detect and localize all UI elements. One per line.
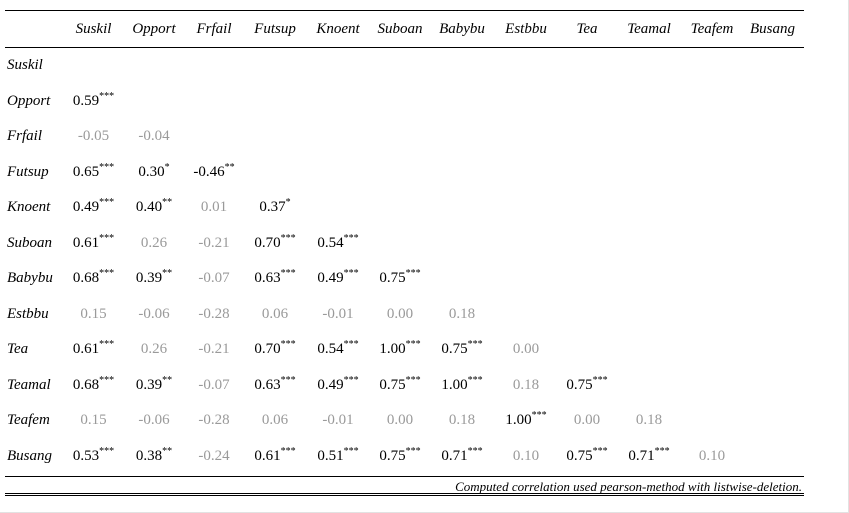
correlation-value: -0.07 <box>198 270 230 287</box>
correlation-cell <box>243 297 307 333</box>
correlation-value: 0.00 <box>386 305 414 322</box>
correlation-value: 0.49 <box>317 376 344 393</box>
correlation-cell <box>64 332 123 368</box>
correlation-cell <box>64 261 123 297</box>
correlation-cell <box>185 297 243 333</box>
correlation-value: 0.49 <box>317 270 344 287</box>
correlation-cell <box>741 226 804 262</box>
correlation-cell <box>683 155 741 191</box>
correlation-cell <box>683 119 741 155</box>
correlation-cell <box>123 226 185 262</box>
correlation-cell <box>683 439 741 475</box>
correlation-value: 0.40 <box>135 199 163 216</box>
correlation-value: 1.00 <box>505 412 532 429</box>
column-header-opport: Opport <box>123 11 185 48</box>
correlation-cell <box>369 226 431 262</box>
correlation-value: 0.68 <box>72 376 100 393</box>
correlation-cell <box>307 439 369 475</box>
correlation-cell <box>683 226 741 262</box>
correlation-cell <box>615 297 683 333</box>
correlation-cell <box>64 297 123 333</box>
correlation-value: -0.07 <box>198 376 230 393</box>
correlation-cell <box>431 439 493 475</box>
correlation-cell <box>683 332 741 368</box>
correlation-cell <box>307 297 369 333</box>
correlation-value: 1.00 <box>441 376 468 393</box>
correlation-cell <box>243 119 307 155</box>
significance-stars: *** <box>99 197 115 209</box>
column-header-tea: Tea <box>559 11 615 48</box>
correlation-cell <box>185 332 243 368</box>
correlation-cell <box>615 439 683 475</box>
significance-stars: *** <box>592 374 608 386</box>
correlation-value: 0.75 <box>441 341 468 358</box>
correlation-value: 0.01 <box>200 199 228 216</box>
correlation-value: 0.51 <box>317 447 344 464</box>
correlation-cell <box>243 332 307 368</box>
correlation-cell <box>615 403 683 439</box>
correlation-cell <box>307 48 369 84</box>
correlation-cell <box>369 261 431 297</box>
correlation-cell <box>64 48 123 84</box>
significance-stars: * <box>164 161 170 173</box>
correlation-cell <box>615 332 683 368</box>
correlation-value: 0.61 <box>254 447 281 464</box>
row-label-teamal: Teamal <box>7 376 51 393</box>
column-header-estbbu: Estbbu <box>493 11 559 48</box>
correlation-value: -0.21 <box>198 341 230 358</box>
row-label-opport: Opport <box>7 92 51 109</box>
significance-stars: *** <box>280 445 296 457</box>
correlation-cell <box>683 190 741 226</box>
row-label-frfail: Frfail <box>7 128 43 145</box>
correlation-cell <box>243 226 307 262</box>
correlation-value: 0.71 <box>628 447 655 464</box>
significance-stars: *** <box>280 339 296 351</box>
correlation-cell <box>493 119 559 155</box>
correlation-cell <box>741 403 804 439</box>
correlation-cell <box>123 368 185 404</box>
correlation-cell <box>493 84 559 120</box>
correlation-cell <box>741 368 804 404</box>
correlation-cell <box>493 332 559 368</box>
table-row <box>5 84 804 120</box>
correlation-value: 0.15 <box>80 412 107 429</box>
correlation-cell <box>431 119 493 155</box>
correlation-value: 0.75 <box>379 376 406 393</box>
significance-stars: *** <box>280 268 296 280</box>
correlation-cell <box>559 190 615 226</box>
correlation-cell <box>741 84 804 120</box>
correlation-value: -0.24 <box>198 447 230 464</box>
correlation-cell <box>493 261 559 297</box>
correlation-value: -0.05 <box>77 128 110 145</box>
correlation-value: 0.54 <box>317 234 344 251</box>
correlation-cell <box>615 261 683 297</box>
correlation-cell <box>307 368 369 404</box>
correlation-cell <box>559 261 615 297</box>
correlation-value: 0.37 <box>259 199 286 216</box>
correlation-value: -0.06 <box>138 412 170 429</box>
correlation-cell <box>243 368 307 404</box>
correlation-cell <box>741 439 804 475</box>
row-label-teafem: Teafem <box>7 412 50 429</box>
correlation-cell <box>123 403 185 439</box>
correlation-value: 0.54 <box>317 341 344 358</box>
correlation-value: 0.38 <box>135 447 163 464</box>
table-row <box>5 261 804 297</box>
significance-stars: ** <box>162 197 173 209</box>
correlation-cell <box>243 439 307 475</box>
correlation-cell <box>123 190 185 226</box>
correlation-cell <box>493 297 559 333</box>
correlation-cell <box>369 297 431 333</box>
correlation-cell <box>559 439 615 475</box>
correlation-cell <box>493 368 559 404</box>
correlation-cell <box>559 155 615 191</box>
correlation-cell <box>431 155 493 191</box>
significance-stars: ** <box>224 161 235 173</box>
table-row <box>5 297 804 333</box>
correlation-table <box>5 10 804 474</box>
correlation-cell <box>615 368 683 404</box>
correlation-cell <box>683 48 741 84</box>
table-row <box>5 190 804 226</box>
correlation-cell <box>123 261 185 297</box>
correlation-value: -0.04 <box>138 128 170 145</box>
significance-stars: *** <box>343 339 359 351</box>
correlation-cell <box>185 84 243 120</box>
correlation-cell <box>741 190 804 226</box>
column-header-babybu: Babybu <box>431 11 493 48</box>
correlation-value: 0.53 <box>72 447 100 464</box>
correlation-value: 0.18 <box>635 412 663 429</box>
correlation-cell <box>615 84 683 120</box>
column-header-futsup: Futsup <box>243 11 307 48</box>
correlation-value: 0.75 <box>566 447 593 464</box>
correlation-value: 0.00 <box>386 412 414 429</box>
correlation-value: 0.10 <box>512 447 540 464</box>
correlation-value: -0.46 <box>193 163 225 180</box>
correlation-cell <box>243 84 307 120</box>
correlation-cell <box>123 439 185 475</box>
correlation-cell <box>741 119 804 155</box>
correlation-cell <box>307 261 369 297</box>
header-corner <box>5 11 64 48</box>
significance-stars: ** <box>162 268 173 280</box>
correlation-cell <box>307 190 369 226</box>
correlation-cell <box>683 297 741 333</box>
correlation-cell <box>123 155 185 191</box>
correlation-value: 0.00 <box>573 412 601 429</box>
correlation-value: 0.39 <box>135 270 163 287</box>
correlation-cell <box>185 368 243 404</box>
correlation-cell <box>615 226 683 262</box>
table-footnote: Computed correlation used pearson-method with listwise-deletion. <box>5 476 804 496</box>
significance-stars: *** <box>531 410 547 422</box>
correlation-value: 0.63 <box>254 270 281 287</box>
correlation-cell <box>243 48 307 84</box>
correlation-value: 0.71 <box>441 447 468 464</box>
correlation-cell <box>307 119 369 155</box>
correlation-cell <box>615 48 683 84</box>
correlation-cell <box>431 190 493 226</box>
correlation-cell <box>64 119 123 155</box>
correlation-cell <box>741 48 804 84</box>
significance-stars: *** <box>280 232 296 244</box>
table-row <box>5 119 804 155</box>
table-row <box>5 403 804 439</box>
row-label-suskil: Suskil <box>7 57 43 74</box>
correlation-cell <box>431 226 493 262</box>
correlation-cell <box>559 403 615 439</box>
correlation-value: -0.01 <box>322 305 354 322</box>
significance-stars: ** <box>162 445 173 457</box>
significance-stars: *** <box>405 374 421 386</box>
correlation-cell <box>185 190 243 226</box>
table-row <box>5 155 804 191</box>
significance-stars: ** <box>162 374 173 386</box>
correlation-value: 0.65 <box>72 163 100 180</box>
correlation-value: 0.61 <box>72 234 100 251</box>
correlation-cell <box>307 332 369 368</box>
significance-stars: *** <box>405 445 421 457</box>
correlation-cell <box>64 368 123 404</box>
correlation-value: -0.21 <box>198 234 230 251</box>
significance-stars: *** <box>343 445 359 457</box>
correlation-cell <box>493 226 559 262</box>
correlation-cell <box>243 155 307 191</box>
significance-stars: *** <box>99 445 115 457</box>
correlation-cell <box>369 439 431 475</box>
correlation-cell <box>243 261 307 297</box>
correlation-cell <box>683 84 741 120</box>
significance-stars: *** <box>467 445 483 457</box>
correlation-value: 0.39 <box>135 376 163 393</box>
column-header-busang: Busang <box>741 11 804 48</box>
correlation-cell <box>741 297 804 333</box>
correlation-cell <box>64 84 123 120</box>
correlation-cell <box>185 226 243 262</box>
significance-stars: *** <box>467 374 483 386</box>
correlation-cell <box>185 403 243 439</box>
correlation-cell <box>123 48 185 84</box>
column-header-teafem: Teafem <box>683 11 741 48</box>
significance-stars: *** <box>405 339 421 351</box>
correlation-cell <box>431 332 493 368</box>
correlation-cell <box>369 332 431 368</box>
correlation-value: 0.10 <box>698 447 726 464</box>
correlation-cell <box>369 403 431 439</box>
correlation-value: 0.63 <box>254 376 281 393</box>
table-row <box>5 439 804 475</box>
correlation-value: 1.00 <box>379 341 406 358</box>
correlation-value: 0.75 <box>379 270 406 287</box>
correlation-cell <box>123 119 185 155</box>
significance-stars: *** <box>99 268 115 280</box>
correlation-cell <box>369 368 431 404</box>
significance-stars: *** <box>99 374 115 386</box>
correlation-cell <box>307 226 369 262</box>
correlation-value: 0.06 <box>261 305 289 322</box>
correlation-cell <box>683 261 741 297</box>
correlation-cell <box>64 226 123 262</box>
row-label-babybu: Babybu <box>7 270 53 287</box>
column-header-frfail: Frfail <box>185 11 243 48</box>
correlation-value: 0.06 <box>261 412 289 429</box>
correlation-cell <box>493 190 559 226</box>
correlation-cell <box>559 368 615 404</box>
correlation-cell <box>431 368 493 404</box>
correlation-value: 0.70 <box>254 341 281 358</box>
correlation-value: 0.75 <box>566 376 593 393</box>
significance-stars: *** <box>343 268 359 280</box>
correlation-cell <box>243 403 307 439</box>
correlation-cell <box>185 48 243 84</box>
correlation-cell <box>185 261 243 297</box>
correlation-cell <box>683 368 741 404</box>
correlation-cell <box>431 403 493 439</box>
correlation-cell <box>741 261 804 297</box>
significance-stars: * <box>285 197 291 209</box>
correlation-value: -0.06 <box>138 305 170 322</box>
correlation-cell <box>431 261 493 297</box>
significance-stars: *** <box>467 339 483 351</box>
correlation-cell <box>123 84 185 120</box>
significance-stars: *** <box>99 90 115 102</box>
correlation-value: 0.49 <box>72 199 100 216</box>
correlation-value: 0.00 <box>512 341 540 358</box>
correlation-cell <box>741 155 804 191</box>
row-label-tea: Tea <box>7 341 29 358</box>
correlation-value: 0.75 <box>379 447 406 464</box>
row-label-estbbu: Estbbu <box>7 305 49 322</box>
significance-stars: *** <box>99 232 115 244</box>
correlation-cell <box>559 297 615 333</box>
correlation-cell <box>493 155 559 191</box>
correlation-cell <box>559 84 615 120</box>
correlation-value: -0.28 <box>198 412 230 429</box>
correlation-cell <box>615 155 683 191</box>
correlation-cell <box>493 48 559 84</box>
correlation-cell <box>493 439 559 475</box>
correlation-cell <box>64 190 123 226</box>
correlation-cell <box>185 439 243 475</box>
column-header-knoent: Knoent <box>307 11 369 48</box>
correlation-cell <box>369 190 431 226</box>
correlation-value: 0.26 <box>140 234 168 251</box>
column-header-suskil: Suskil <box>64 11 123 48</box>
correlation-cell <box>185 119 243 155</box>
row-label-knoent: Knoent <box>7 199 51 216</box>
correlation-cell <box>185 155 243 191</box>
correlation-cell <box>64 403 123 439</box>
correlation-cell <box>431 84 493 120</box>
significance-stars: *** <box>343 232 359 244</box>
table-row <box>5 48 804 84</box>
correlation-value: 0.59 <box>72 92 100 109</box>
correlation-cell <box>615 190 683 226</box>
correlation-cell <box>369 48 431 84</box>
table-row <box>5 368 804 404</box>
correlation-value: 0.68 <box>72 270 100 287</box>
significance-stars: *** <box>405 268 421 280</box>
correlation-cell <box>123 297 185 333</box>
correlation-value: 0.61 <box>72 341 100 358</box>
correlation-cell <box>615 119 683 155</box>
correlation-cell <box>431 297 493 333</box>
correlation-cell <box>123 332 185 368</box>
table-row <box>5 226 804 262</box>
correlation-value: -0.28 <box>198 305 230 322</box>
significance-stars: *** <box>99 161 115 173</box>
correlation-cell <box>559 48 615 84</box>
correlation-cell <box>369 155 431 191</box>
significance-stars: *** <box>343 374 359 386</box>
correlation-value: 0.18 <box>448 412 476 429</box>
correlation-cell <box>307 84 369 120</box>
correlation-value: 0.15 <box>80 305 107 322</box>
correlation-cell <box>64 155 123 191</box>
correlation-cell <box>369 119 431 155</box>
correlation-value: 0.70 <box>254 234 281 251</box>
correlation-cell <box>243 190 307 226</box>
correlation-cell <box>683 403 741 439</box>
correlation-cell <box>559 119 615 155</box>
table-row <box>5 332 804 368</box>
significance-stars: *** <box>99 339 115 351</box>
correlation-cell <box>493 403 559 439</box>
correlation-value: 0.18 <box>512 376 540 393</box>
row-label-futsup: Futsup <box>7 163 49 180</box>
correlation-cell <box>307 403 369 439</box>
correlation-value: -0.01 <box>322 412 354 429</box>
correlation-cell <box>431 48 493 84</box>
correlation-cell <box>307 155 369 191</box>
correlation-value: 0.18 <box>448 305 476 322</box>
correlation-cell <box>369 84 431 120</box>
significance-stars: *** <box>592 445 608 457</box>
significance-stars: *** <box>654 445 670 457</box>
column-header-suboan: Suboan <box>369 11 431 48</box>
row-label-suboan: Suboan <box>7 234 52 251</box>
header-row <box>5 11 804 48</box>
correlation-value: 0.26 <box>140 341 168 358</box>
correlation-cell <box>741 332 804 368</box>
significance-stars: *** <box>280 374 296 386</box>
correlation-cell <box>559 332 615 368</box>
correlation-cell <box>559 226 615 262</box>
correlation-value: 0.30 <box>138 163 165 180</box>
correlation-cell <box>64 439 123 475</box>
row-label-busang: Busang <box>7 447 52 464</box>
table-body <box>5 48 804 475</box>
column-header-teamal: Teamal <box>615 11 683 48</box>
